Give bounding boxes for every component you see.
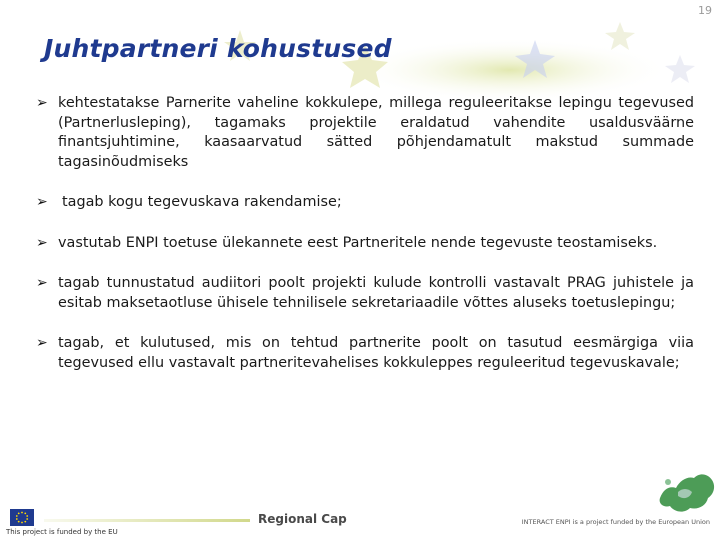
bullet-item [36, 334, 694, 373]
eu-flag-icon [10, 509, 34, 526]
arrow-bullet-icon: ➢ [36, 194, 48, 210]
bullet-list [36, 94, 694, 373]
bullet-text: tagab kogu tegevuskava rakendamise; [62, 194, 342, 210]
bullet-item [36, 234, 694, 254]
europe-map-icon [650, 458, 720, 518]
bullet-text: tagab tunnustatud audiitori poolt projekti kulude kontrolli vastavalt PRAG juhistele ja esitab maksetaotluse ühisele tehnilisele sekretariaadile võttes aluseks toetuslepingu; [58, 275, 694, 311]
arrow-bullet-icon: ➢ [36, 234, 48, 251]
footer-divider [44, 519, 250, 522]
bullet-item [36, 193, 694, 213]
slide-number: 19 [698, 4, 712, 17]
bullet-text: kehtestatakse Parnerite vaheline kokkulepe, millega reguleeritakse lepingu tegevused (Partnerlusleping), tagamaks projektile eraldatud vahendite usaldusväärne finantsjuhtimine, kaasaarvatud sätted põhjendamatult makstud summade tagasinõudmiseks [58, 95, 694, 170]
footer-brand: Regional Cap [258, 512, 347, 526]
arrow-bullet-icon: ➢ [36, 275, 48, 291]
arrow-bullet-icon: ➢ [36, 335, 48, 351]
slide-title: Juhtpartneri kohustused [44, 34, 392, 63]
bullet-text: vastutab ENPI toetuse ülekannete eest Partneritele nende tegevuste teostamiseks. [58, 234, 658, 251]
bullet-item [36, 94, 694, 172]
bullet-item [36, 274, 694, 313]
eu-funding-note: This project is funded by the EU [6, 528, 118, 536]
arrow-bullet-icon: ➢ [36, 95, 48, 111]
footer-funding-note: INTERACT ENPI is a project funded by the European Union [521, 518, 710, 526]
bullet-text: tagab, et kulutused, mis on tehtud partnerite poolt on tasutud eesmärgiga viia tegevused ellu vastavalt partneritevahelises kokkuleppes reguleeritud tegevuskavale; [58, 335, 694, 371]
